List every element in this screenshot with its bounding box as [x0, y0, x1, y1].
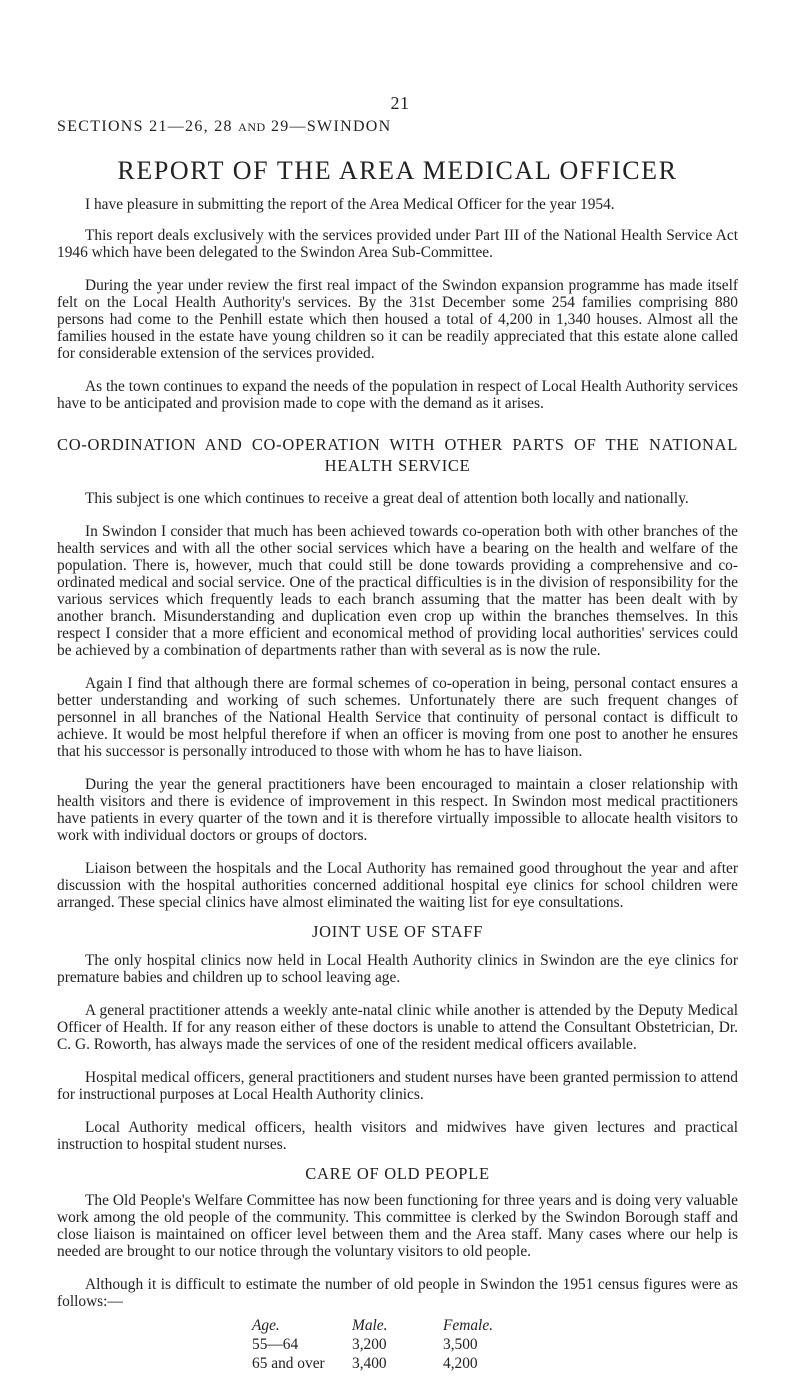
census-female-cell: 4,200: [443, 1355, 478, 1372]
old-people-paragraph-1: The Old People's Welfare Committee has now been functioning for three years and is doing very valuable work among the old people of the community. This committee is clerked by the Swindon Borough staff and close liaison is maintained on officer level between them and the Area staff. Many cases where our help is needed are brought to our notice through the voluntary visitors to old people.: [57, 1192, 738, 1260]
table-row: [252, 1354, 523, 1373]
page-title: REPORT OF THE AREA MEDICAL OFFICER: [117, 156, 678, 185]
census-table-header-row: [252, 1316, 523, 1335]
census-header-female: Female.: [443, 1317, 493, 1334]
table-row: [252, 1335, 523, 1354]
census-header-age: Age.: [252, 1317, 280, 1334]
intro-paragraph-2: This report deals exclusively with the services provided under Part III of the National Health Service Act 1946 which have been delegated to the Swindon Area Sub-Committee.: [57, 227, 738, 261]
coordination-paragraph-3: Again I find that although there are formal schemes of co-operation in being, personal contact ensures a better understanding and working of such schemes. Unfortunately there are such frequent changes of personnel in all branches of the National Health Service that continuity of personal contact is difficult to achieve. It would be most helpful therefore if when an officer is moving from one post to another he ensures that his successor is personally introduced to those with whom he has to have liaison.: [57, 675, 738, 760]
joint-use-paragraph-1: The only hospital clinics now held in Local Health Authority clinics in Swindon are the eye clinics for premature babies and children up to school leaving age.: [57, 952, 738, 986]
joint-use-heading: JOINT USE OF STAFF: [312, 922, 483, 941]
section-line-part-b: 29—SWINDON: [265, 118, 392, 135]
coordination-paragraph-4: During the year the general practitioners have been encouraged to maintain a closer relationship with health visitors and there is evidence of improvement in this respect. In Swindon most medical practitioners have patients in every quarter of the town and it is therefore virtually impossible to allocate health visitors to work with individual doctors or groups of doctors.: [57, 776, 738, 844]
joint-use-paragraph-3: Hospital medical officers, general practitioners and student nurses have been granted permission to attend for instructional purposes at Local Health Authority clinics.: [57, 1069, 738, 1103]
intro-paragraph-3: During the year under review the first real impact of the Swindon expansion programme has made itself felt on the Local Health Authority's services. By the 31st December some 254 families comprising 880 persons had come to the Penhill estate which then housed a total of 4,200 in 1,340 houses. Almost all the families housed in the estate have young children so it can be readily appreciated that this estate alone called for considerable extension of the services provided.: [57, 277, 738, 362]
census-male-cell: 3,400: [352, 1355, 387, 1372]
intro-paragraph-1: I have pleasure in submitting the report of the Area Medical Officer for the year 1954.: [85, 196, 615, 213]
coordination-heading: CO-ORDINATION AND CO-OPERATION WITH OTHER PARTS OF THE NATIONAL HEALTH SERVICE: [57, 435, 738, 475]
section-line-and: AND: [238, 120, 266, 134]
census-table: [252, 1316, 523, 1373]
intro-paragraph-4: As the town continues to expand the needs of the population in respect of Local Health Authority services have to be anticipated and provision made to cope with the demand as it arises.: [57, 378, 738, 412]
census-male-cell: 3,200: [352, 1336, 387, 1353]
section-line-part-a: SECTIONS 21—26, 28: [57, 118, 239, 135]
census-header-male: Male.: [352, 1317, 388, 1334]
section-line: [57, 118, 738, 136]
census-female-cell: 3,500: [443, 1336, 478, 1353]
coordination-paragraph-5: Liaison between the hospitals and the Local Authority has remained good throughout the year and after discussion with the hospital authorities concerned additional hospital eye clinics for school children were arranged. These special clinics have almost eliminated the waiting list for eye consultations.: [57, 860, 738, 911]
old-people-paragraph-2: Although it is difficult to estimate the number of old people in Swindon the 1951 census figures were as follows:—: [57, 1276, 738, 1310]
page-number: 21: [390, 93, 410, 113]
census-age-cell: 65 and over: [252, 1355, 325, 1372]
census-age-cell: 55—64: [252, 1336, 299, 1353]
joint-use-paragraph-4: Local Authority medical officers, health visitors and midwives have given lectures and practical instruction to hospital student nurses.: [57, 1119, 738, 1153]
joint-use-paragraph-2: A general practitioner attends a weekly ante-natal clinic while another is attended by the Deputy Medical Officer of Health. If for any reason either of these doctors is unable to attend the Consultant Obstetrician, Dr. C. G. Roworth, has always made the services of one of the resident medical officers available.: [57, 1002, 738, 1053]
coordination-paragraph-1: This subject is one which continues to receive a great deal of attention both locally and nationally.: [85, 490, 689, 507]
old-people-heading: CARE OF OLD PEOPLE: [305, 1164, 490, 1183]
coordination-paragraph-2: In Swindon I consider that much has been achieved towards co-operation both with other branches of the health services and with all the other social services which have a bearing on the health and welfare of the population. There is, however, much that could still be done towards providing a comprehensive and co-ordinated medical and social service. One of the practical difficulties is in the division of responsibility for the various services which frequently leads to each branch assuming that the matter has been dealt with by another branch. Misunderstanding and duplication even crop up within the branches themselves. In this respect I consider that a more efficient and economical method of providing local authorities' services could be achieved by a combination of departments rather than with several as is now the rule.: [57, 523, 738, 659]
